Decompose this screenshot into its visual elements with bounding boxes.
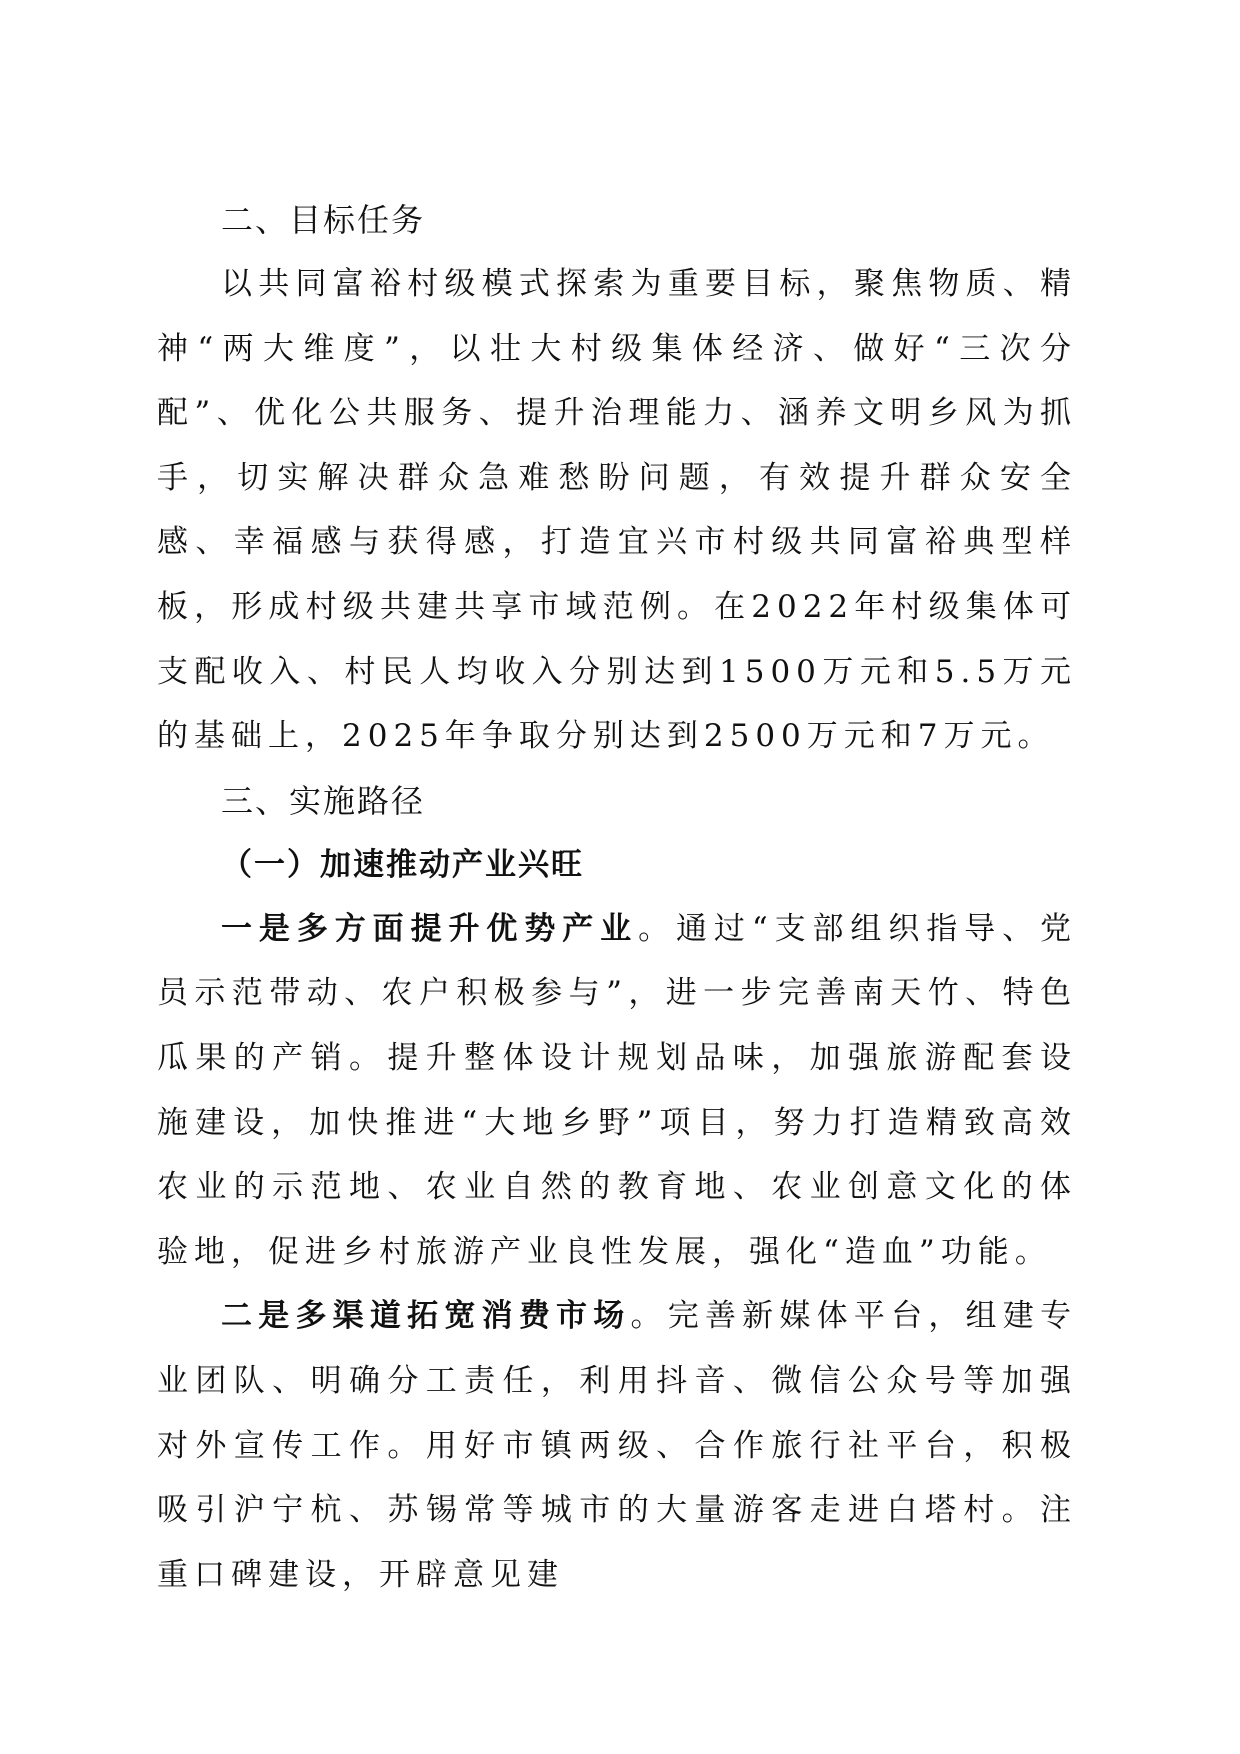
item-text-2: 。完善新媒体平台，组建专业团队、明确分工责任，利用抖音、微信公众号等加强对外宣传工作。用好市镇两级、合作旅行社平台，积极吸引沪宁杭、苏锡常等城市的大量游客走进白塔村。注重口碑建设，开辟意见建: [157, 1298, 1077, 1593]
item-text-1: 。通过“支部组织指导、党员示范带动、农户积极参与”，进一步完善南天竹、特色瓜果的产销。提升整体设计规划品味，加强旅游配套设施建设，加快推进“大地乡野”项目，努力打造精致高效农业的示范地、农业自然的教育地、农业创意文化的体验地，促进乡村旅游产业良性发展，强化“造血”功能。: [157, 910, 1077, 1270]
section-heading-path: 三、实施路径: [221, 781, 426, 820]
item-lead-2: 二是多渠道拓宽消费市场: [221, 1298, 631, 1335]
document-body: [157, 188, 1077, 1607]
item-paragraph-2: [157, 1284, 1077, 1607]
subsection-heading-industry: （一）加速推动产业兴旺: [221, 846, 584, 883]
section-heading-goals: 二、目标任务: [221, 201, 426, 239]
item-lead-1: 一是多方面提升优势产业: [221, 910, 639, 947]
item-paragraph-1: [157, 897, 1077, 1285]
goals-paragraph: 以共同富裕村级模式探索为重要目标，聚焦物质、精神“两大维度”，以壮大村级集体经济、做好“三次分配”、优化公共服务、提升治理能力、涵养文明乡风为抓手，切实解决群众急难愁盼问题，有效提升群众安全感、幸福感与获得感，打造宜兴市村级共同富裕典型样板，形成村级共建共享市域范例。在2022年村级集体可支配收入、村民人均收入分别达到1500万元和5.5万元的基础上，2025年争取分别达到2500万元和7万元。: [157, 266, 1077, 755]
